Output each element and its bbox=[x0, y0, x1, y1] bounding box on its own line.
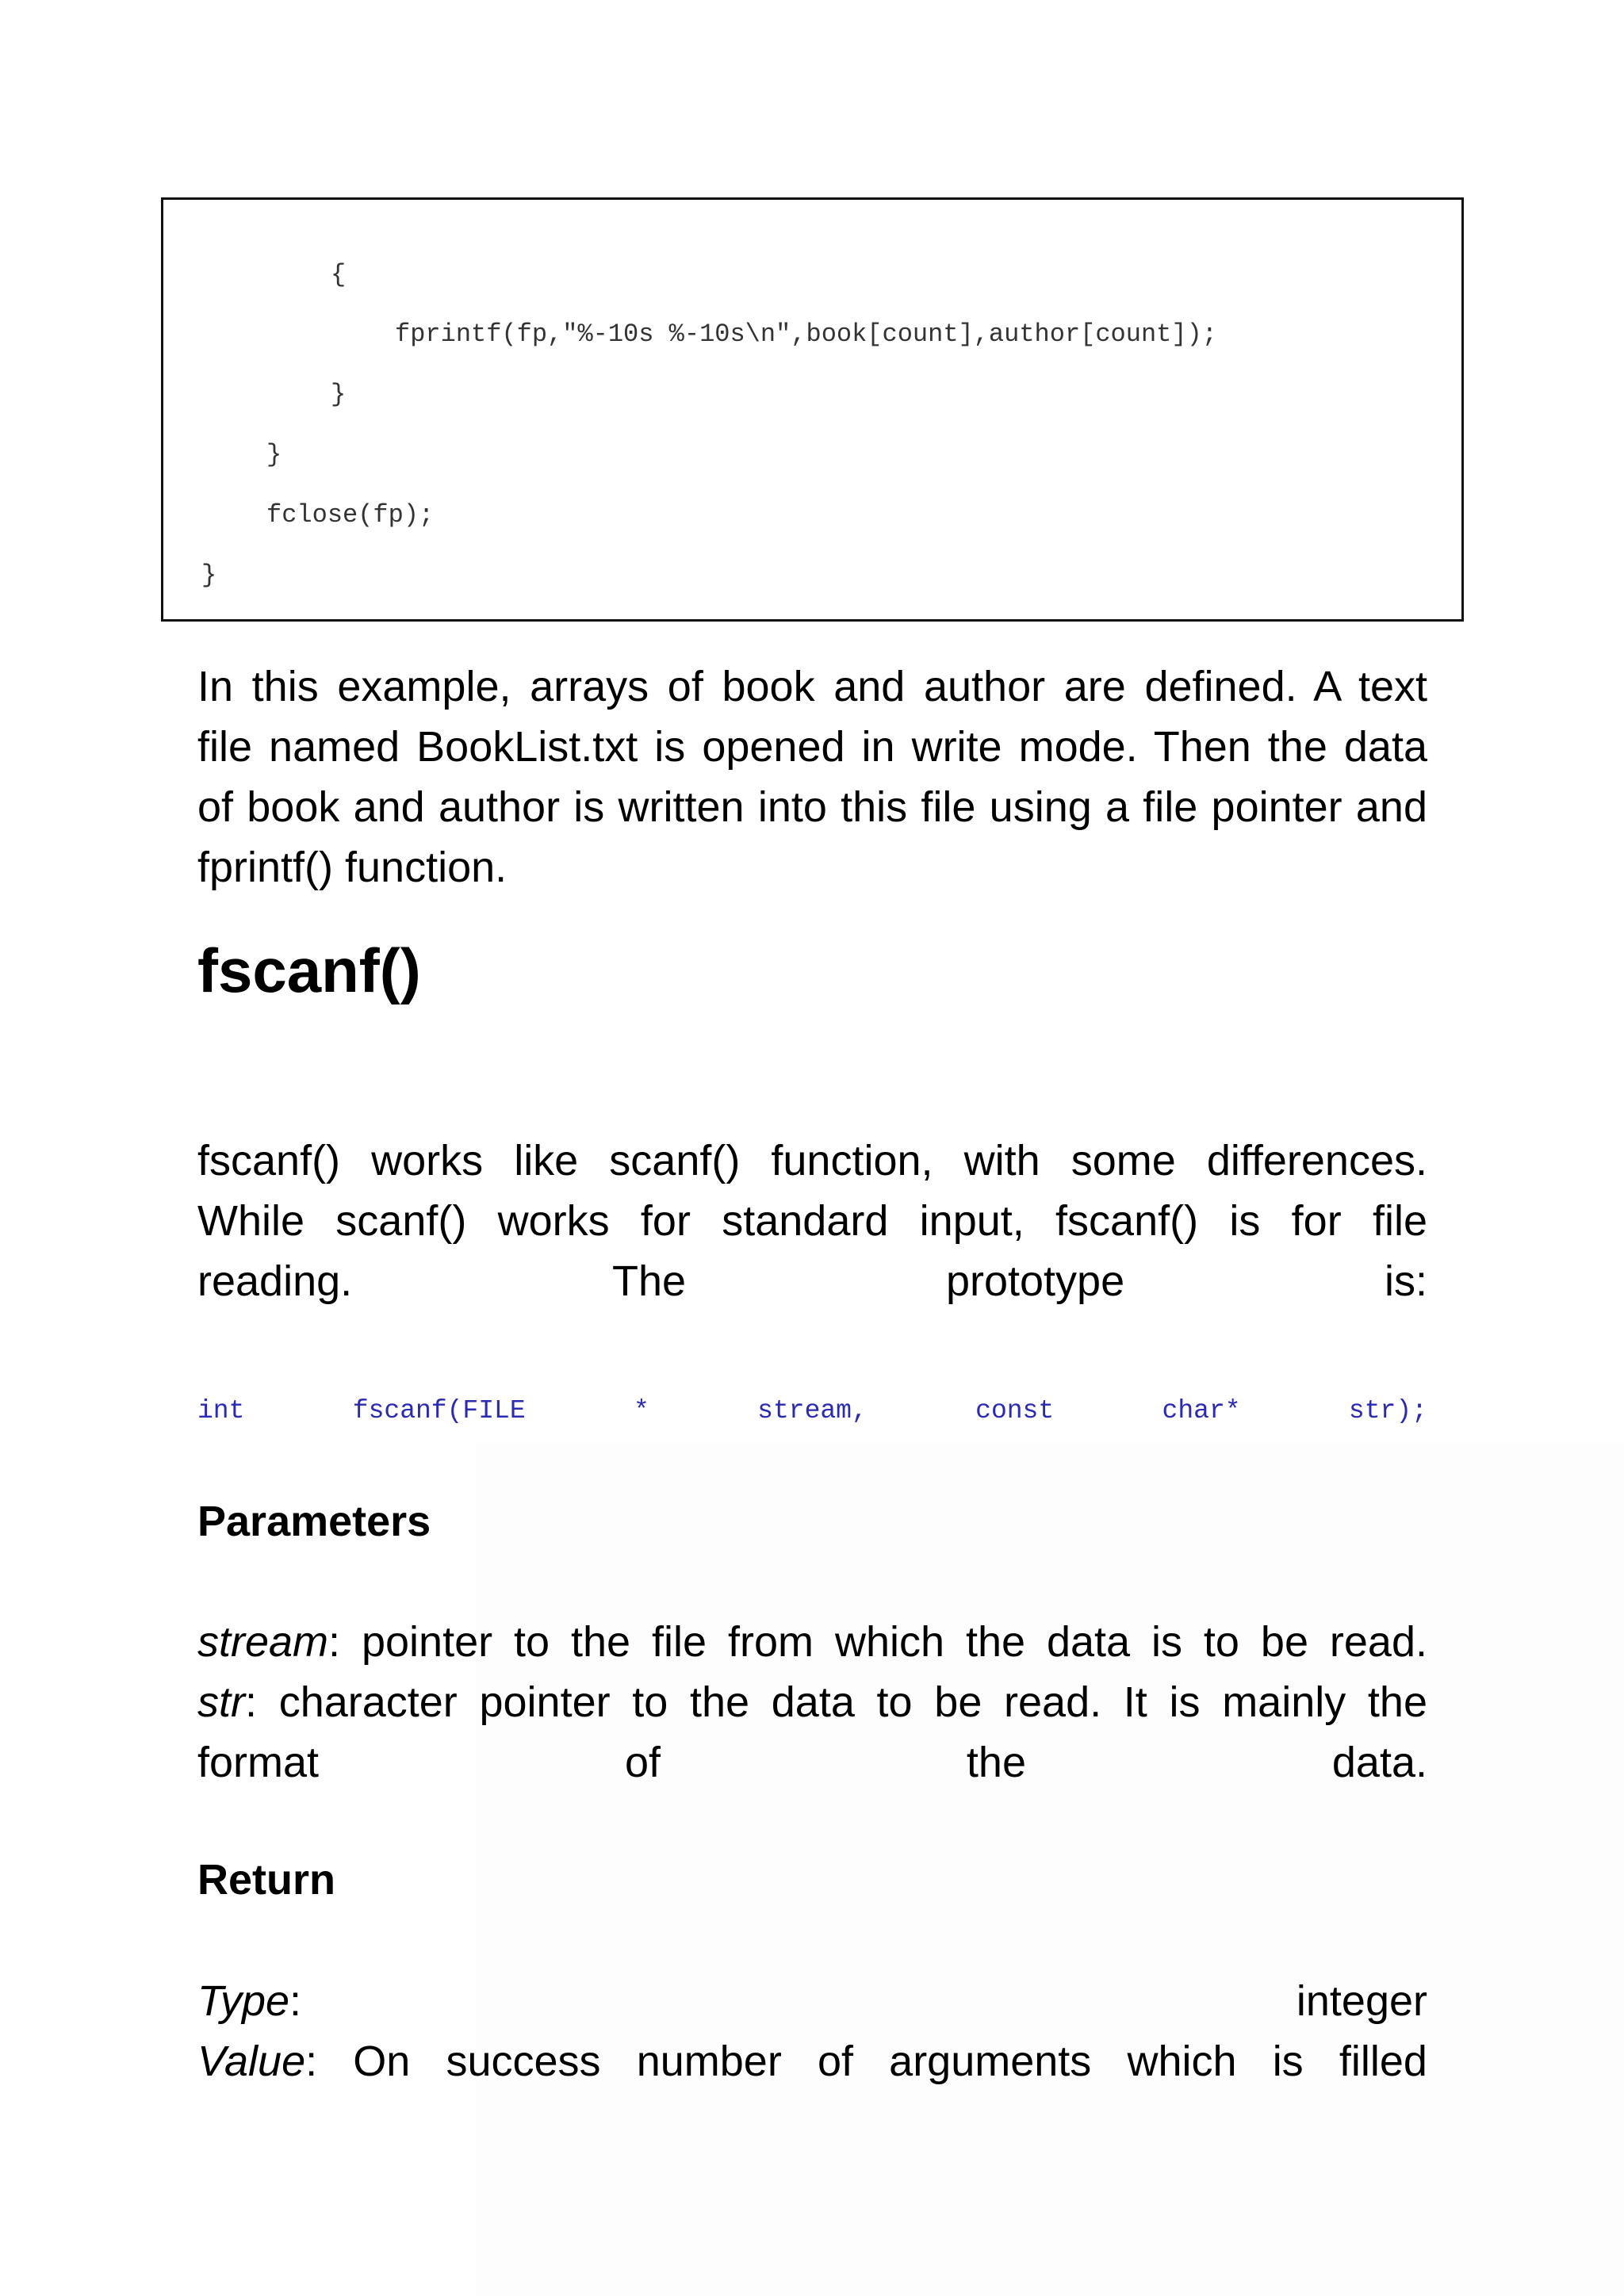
page-background bbox=[476, 1443, 1624, 2296]
parameter-stream: stream: pointer to the file from which the data is to be read. bbox=[197, 1618, 1427, 1666]
intro-paragraph-line: In this example, arrays of book and author are defined. A text bbox=[197, 663, 1427, 710]
prototype-token: char* bbox=[1162, 1396, 1241, 1425]
return-type: Type: integer bbox=[197, 1977, 1427, 2025]
return-heading: Return bbox=[197, 1856, 335, 1904]
prototype-token: str); bbox=[1348, 1396, 1427, 1425]
code-line: fclose(fp); bbox=[266, 500, 435, 530]
parameters-heading: Parameters bbox=[197, 1498, 431, 1545]
code-line: } bbox=[331, 380, 347, 409]
code-line: } bbox=[266, 440, 282, 469]
parameter-str: str: character pointer to the data to be read. It is mainly the bbox=[197, 1678, 1427, 1726]
prototype-token: const bbox=[975, 1396, 1055, 1425]
section-heading: fscanf() bbox=[197, 936, 421, 1005]
description-line: reading. The prototype is: bbox=[197, 1257, 1427, 1305]
code-line: } bbox=[201, 561, 217, 590]
intro-paragraph-line: file named BookList.txt is opened in write mode. Then the data bbox=[197, 723, 1427, 771]
return-value: Value: On success number of arguments which is filled bbox=[197, 2038, 1427, 2085]
intro-paragraph-line: of book and author is written into this file using a file pointer and bbox=[197, 783, 1427, 831]
code-block bbox=[161, 197, 1464, 622]
description-line: fscanf() works like scanf() function, with some differences. bbox=[197, 1137, 1427, 1184]
prototype-token: stream, bbox=[757, 1396, 868, 1425]
prototype-token: int bbox=[197, 1396, 245, 1425]
code-line: fprintf(fp,"%-10s %-10s\n",book[count],author[count]); bbox=[395, 320, 1217, 349]
function-prototype bbox=[197, 1394, 1427, 1429]
prototype-token: fscanf(FILE bbox=[352, 1396, 526, 1425]
parameter-str-continued: format of the data. bbox=[197, 1739, 1427, 1786]
intro-paragraph-line: fprintf() function. bbox=[197, 844, 508, 891]
code-line: { bbox=[331, 260, 347, 289]
description-line: While scanf() works for standard input, fscanf() is for file bbox=[197, 1197, 1427, 1245]
prototype-token: * bbox=[633, 1396, 649, 1425]
